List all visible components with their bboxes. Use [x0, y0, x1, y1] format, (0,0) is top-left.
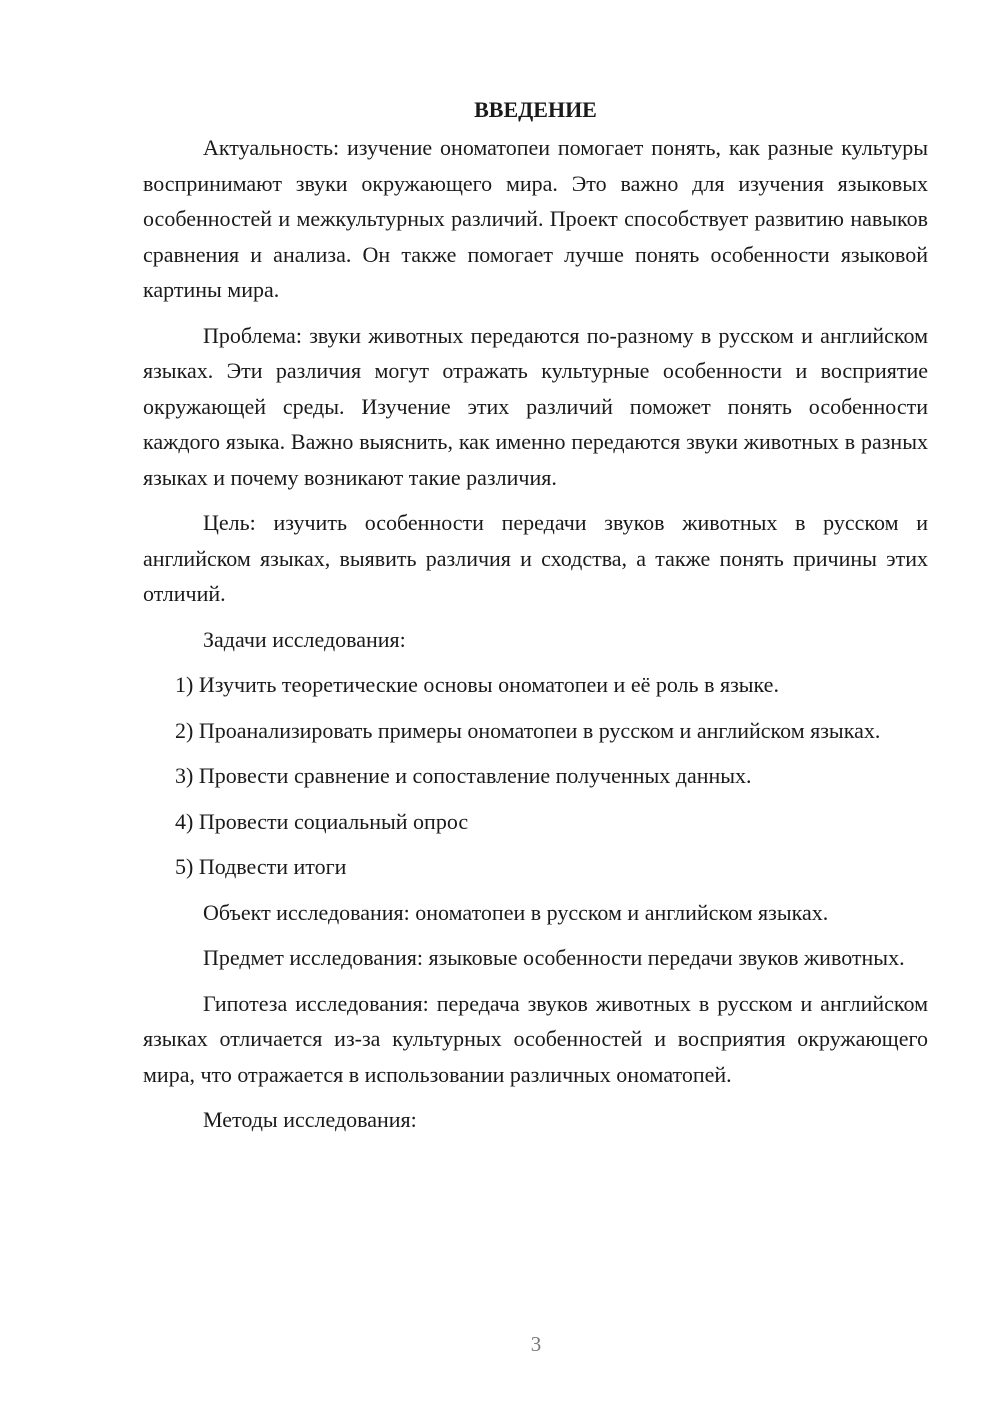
task-item-3: 3) Провести сравнение и сопоставление полученных данных.	[175, 763, 752, 788]
task-item-5: 5) Подвести итоги	[175, 854, 347, 879]
section-title: ВВЕДЕНИЕ	[474, 97, 597, 122]
paragraph-object: Объект исследования: ономатопеи в русском и английском языках.	[203, 899, 829, 925]
page-number: 3	[530, 1332, 542, 1356]
paragraph-tasks-heading: Задачи исследования:	[203, 626, 406, 652]
task-item-4: 4) Провести социальный опрос	[175, 808, 469, 834]
paragraph-problem: Проблема: звуки животных передаются по-разному в русском и английском языках. Эти различия могут отражать культурные особенности и восприятие окружающей среды. Изучение этих различий поможет понять особенности каждого языка. Важно выяснить, как именно передаются звуки животных в разных языках и почему возникают такие различия.	[143, 322, 928, 490]
document-body	[143, 92, 928, 1148]
task-item-1: 1) Изучить теоретические основы ономатопеи и её роль в языке.	[175, 672, 779, 697]
paragraph-hypothesis: Гипотеза исследования: передача звуков животных в русском и английском языках отличается из-за культурных особенностей и восприятия окружающего мира, что отражается в использовании различных ономатопей.	[143, 990, 928, 1087]
paragraph-relevance: Актуальность: изучение ономатопеи помогает понять, как разные культуры воспринимают звуки окружающего мира. Это важно для изучения языковых особенностей и межкультурных различий. Проект способствует развитию навыков сравнения и анализа. Он также помогает лучше понять особенности языковой картины мира.	[143, 135, 928, 302]
paragraph-methods-heading: Методы исследования:	[203, 1107, 417, 1132]
paragraph-goal: Цель: изучить особенности передачи звуков животных в русском и английском языках, выявить различия и сходства, а также понять причины этих отличий.	[143, 510, 928, 606]
paragraph-subject: Предмет исследования: языковые особенности передачи звуков животных.	[203, 945, 905, 970]
task-item-2: 2) Проанализировать примеры ономатопеи в русском и английском языках.	[175, 717, 881, 743]
